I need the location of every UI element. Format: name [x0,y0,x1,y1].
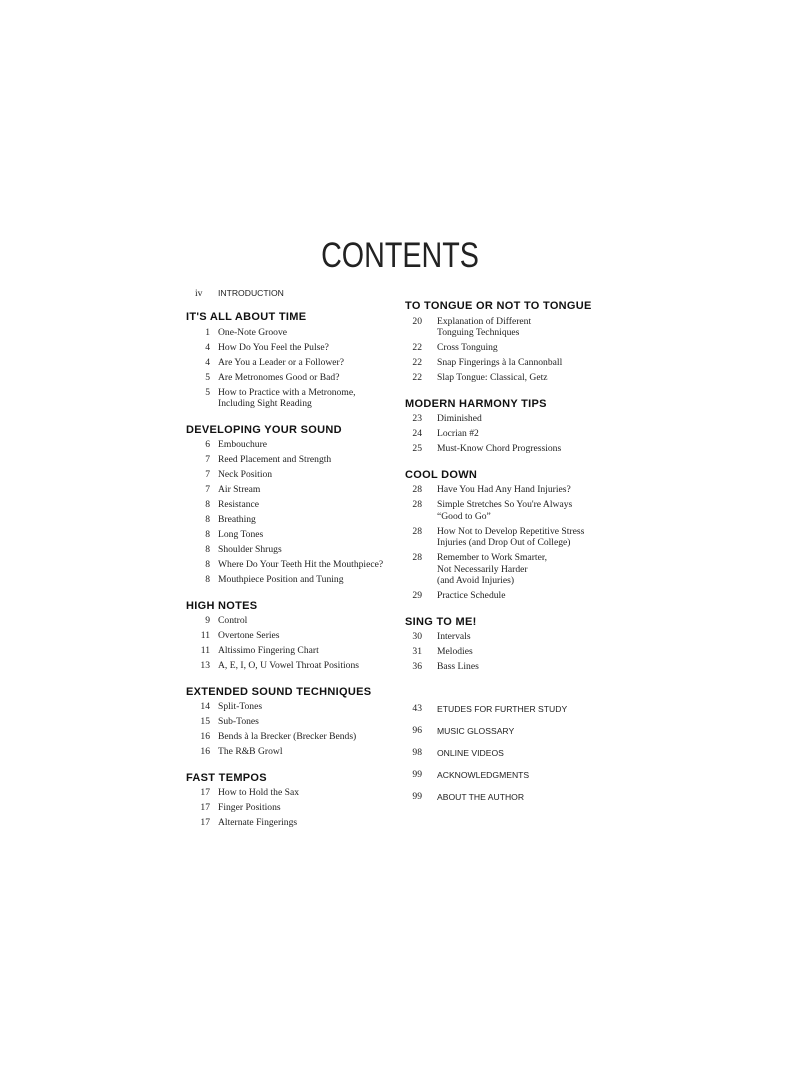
entry-page-number: 28 [412,499,422,510]
toc-entry[interactable] [405,357,625,369]
entry-title: Air Stream [218,484,261,495]
entry-page-number: 8 [205,574,210,585]
entry-title: Intervals [437,631,471,642]
toc-left-column [186,288,406,829]
entry-title: Resistance [218,499,260,510]
entry-title: ONLINE VIDEOS [437,747,504,758]
toc-entry[interactable] [405,631,625,643]
toc-entry[interactable] [186,630,406,642]
entry-page-number: 43 [412,702,422,714]
entry-page-number: 20 [412,315,422,327]
toc-entry[interactable] [186,660,406,672]
entry-page-number: 8 [205,544,210,555]
entry-title: Simple Stretches So You're Always “Good to Go” [437,499,573,522]
entry-title: Bass Lines [437,661,479,672]
entry-title: Explanation of Different Tonguing Techniques [437,315,532,338]
entry-title: Embouchure [218,439,268,450]
section-heading: EXTENDED SOUND TECHNIQUES [186,685,372,698]
toc-entry[interactable] [186,372,406,384]
entry-title: Altissimo Fingering Chart [218,645,319,656]
back-matter-list [405,703,625,803]
toc-entry[interactable] [405,552,625,587]
entry-title: Cross Tonguing [437,342,498,353]
entry-page-number: 36 [412,661,422,672]
toc-entry[interactable] [405,526,625,549]
entry-page-number: 4 [205,341,210,353]
toc-section [405,469,625,602]
back-matter-entry[interactable] [405,725,625,737]
entry-page-number: 8 [205,529,210,540]
entry-page-number: 8 [205,559,210,570]
entry-page-number: 13 [200,660,210,671]
entry-title: Overtone Series [218,630,280,641]
entry-page-number: 29 [412,590,422,601]
toc-entry[interactable] [405,443,625,455]
toc-entry[interactable] [186,544,406,556]
entry-page-number: 1 [205,326,210,338]
entry-page-number: 16 [200,746,210,757]
entry-title: The R&B Growl [218,746,283,757]
toc-section [186,600,406,672]
back-matter-entry[interactable] [405,769,625,781]
back-matter-entry[interactable] [405,747,625,759]
toc-entry[interactable] [186,574,406,586]
entry-title: Melodies [437,646,473,657]
entry-title: MUSIC GLOSSARY [437,725,515,736]
entry-page-number: 99 [412,768,422,780]
entry-page-number: 98 [412,746,422,758]
entry-title: Breathing [218,514,256,525]
entry-title: How to Practice with a Metronome, Including Sight Reading [218,386,356,409]
entry-page-number: 16 [200,731,210,742]
entry-page-number: 30 [412,631,422,642]
toc-entry[interactable] [186,645,406,657]
toc-section [405,616,625,673]
toc-entry[interactable] [405,646,625,658]
entry-title: Slap Tongue: Classical, Getz [437,372,548,383]
entry-page-number: 7 [205,484,210,495]
entry-title: Are You a Leader or a Follower? [218,356,345,368]
toc-section [186,424,406,586]
section-heading: HIGH NOTES [186,599,258,612]
toc-entry[interactable] [405,372,625,384]
entry-title: Snap Fingerings à la Cannonball [437,357,563,368]
entry-page-number: 5 [205,386,210,398]
entry-page-number: 17 [200,787,210,798]
toc-section [186,686,406,758]
entry-page-number: 11 [200,645,210,656]
entry-page-number: 28 [412,552,422,563]
toc-entry[interactable] [186,357,406,369]
entry-title: Locrian #2 [437,428,479,439]
section-heading: FAST TEMPOS [186,771,267,784]
entry-title: Split-Tones [218,701,263,712]
entry-title: Practice Schedule [437,590,506,601]
toc-section [186,311,406,410]
entry-page-number: 7 [205,454,210,465]
section-heading: DEVELOPING YOUR SOUND [186,423,342,436]
page-title: CONTENTS [321,236,479,275]
entry-title: Long Tones [218,529,264,540]
entry-title: Remember to Work Smarter, Not Necessarily Harder (and Avoid Injuries) [437,552,548,586]
toc-entry[interactable] [405,499,625,522]
right-sections [405,300,625,673]
entry-page-number: 25 [412,443,422,454]
toc-entry[interactable] [186,387,406,410]
entry-page-number: iv [195,288,203,299]
entry-page-number: 99 [412,790,422,802]
toc-entry[interactable] [405,428,625,440]
entry-page-number: 9 [205,615,210,626]
toc-entry[interactable] [186,529,406,541]
entry-page-number: 15 [200,716,210,727]
entry-page-number: 8 [205,514,210,525]
back-matter-entry[interactable] [405,791,625,803]
toc-entry[interactable] [186,615,406,627]
toc-entry[interactable] [186,454,406,466]
toc-entry[interactable] [186,559,406,571]
back-matter-entry[interactable] [405,703,625,715]
entry-title: One-Note Groove [218,326,287,338]
entry-title: Must-Know Chord Progressions [437,443,562,454]
entry-title: Diminished [437,413,482,424]
entry-title: Are Metronomes Good or Bad? [218,371,340,383]
entry-title: ETUDES FOR FURTHER STUDY [437,703,568,714]
entry-title: How Not to Develop Repetitive Stress Injuries (and Drop Out of College) [437,525,585,548]
entry-title: ACKNOWLEDGMENTS [437,769,530,780]
toc-entry[interactable] [186,731,406,743]
toc-section [405,300,625,384]
entry-title: Bends à la Brecker (Brecker Bends) [218,731,357,742]
entry-title: Finger Positions [218,802,281,813]
entry-title: Have You Had Any Hand Injuries? [437,484,571,495]
toc-entry[interactable] [186,484,406,496]
entry-page-number: 96 [412,724,422,736]
toc-entry[interactable] [186,746,406,758]
entry-page-number: 28 [412,484,422,495]
entry-title: Mouthpiece Position and Tuning [218,574,344,585]
toc-entry-introduction[interactable] [186,288,406,299]
section-heading: COOL DOWN [405,468,478,481]
entry-title: How Do You Feel the Pulse? [218,341,329,353]
toc-entry[interactable] [405,316,625,339]
entry-title: INTRODUCTION [218,288,284,298]
toc-section [186,772,406,829]
entry-page-number: 4 [205,356,210,368]
entry-page-number: 5 [205,371,210,383]
section-heading: TO TONGUE OR NOT TO TONGUE [405,300,592,312]
toc-entry[interactable] [186,787,406,799]
entry-page-number: 22 [412,342,422,353]
toc-entry[interactable] [405,342,625,354]
entry-page-number: 17 [200,817,210,828]
entry-title: Reed Placement and Strength [218,454,332,465]
toc-right-column [405,300,625,813]
toc-entry[interactable] [405,590,625,602]
section-heading: MODERN HARMONY TIPS [405,397,547,410]
toc-entry[interactable] [186,499,406,511]
toc-entry[interactable] [186,514,406,526]
toc-entry[interactable] [186,716,406,728]
entry-title: ABOUT THE AUTHOR [437,791,525,802]
entry-page-number: 11 [200,630,210,641]
toc-entry[interactable] [186,802,406,814]
toc-entry[interactable] [405,484,625,496]
toc-entry[interactable] [186,439,406,451]
toc-entry[interactable] [405,413,625,425]
section-heading: IT'S ALL ABOUT TIME [186,311,307,323]
entry-title: A, E, I, O, U Vowel Throat Positions [218,660,359,671]
entry-page-number: 23 [412,413,422,424]
toc-entry[interactable] [186,701,406,713]
entry-title: Shoulder Shrugs [218,544,282,555]
toc-entry[interactable] [405,661,625,673]
left-sections [186,311,406,829]
entry-title: How to Hold the Sax [218,787,300,798]
entry-page-number: 31 [412,646,422,657]
entry-page-number: 22 [412,372,422,383]
entry-page-number: 7 [205,469,210,480]
toc-entry[interactable] [186,327,406,339]
toc-section [405,398,625,455]
entry-page-number: 22 [412,357,422,368]
entry-page-number: 8 [205,499,210,510]
toc-entry[interactable] [186,817,406,829]
entry-title: Neck Position [218,469,273,480]
entry-page-number: 14 [200,701,210,712]
section-heading: SING TO ME! [405,615,477,628]
entry-title: Control [218,615,248,626]
entry-page-number: 24 [412,428,422,439]
entry-title: Where Do Your Teeth Hit the Mouthpiece? [218,559,384,570]
entry-page-number: 28 [412,525,422,537]
entry-title: Sub-Tones [218,716,259,727]
entry-page-number: 6 [205,439,210,450]
toc-entry[interactable] [186,469,406,481]
toc-entry[interactable] [186,342,406,354]
entry-title: Alternate Fingerings [218,817,298,828]
entry-page-number: 17 [200,802,210,813]
